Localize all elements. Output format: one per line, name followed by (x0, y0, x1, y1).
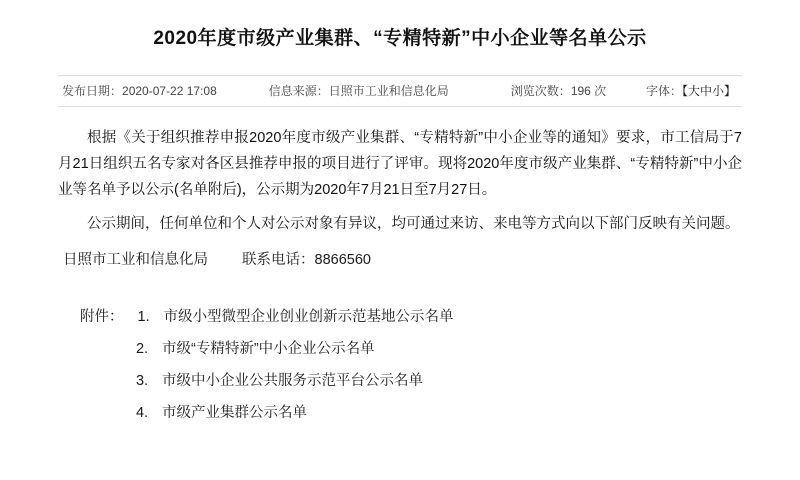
page-title: 2020年度市级产业集群、“专精特新”中小企业等名单公示 (153, 28, 647, 49)
publish-date (62, 82, 217, 99)
paragraph-1: 根据《关于组织推荐申报2020年度市级产业集群、“专精特新”中小企业等的通知》要求，市工信局于7月21日组织五名专家对各区县推荐申报的项目进行了评审。现将2020年度市级产业集群、“专精特新”中小企业等名单予以公示(名单附后)，公示期为2020年7月21日至7月27日。 (58, 129, 742, 198)
view-count-value: 196 次 (570, 84, 607, 99)
list-item (58, 365, 742, 397)
attachment-link[interactable]: 市级产业集群公示名单 (162, 404, 307, 421)
attachment-link[interactable]: 市级中小企业公共服务示范平台公示名单 (162, 372, 423, 389)
attachment-label: 附件： (80, 308, 124, 325)
font-size-options[interactable]: 【大中小】 (681, 84, 736, 99)
contact-department: 日照市工业和信息化局 (63, 251, 208, 268)
attachment-number: 2. (136, 340, 149, 357)
attachment-link[interactable]: 市级“专精特新”中小企业公示名单 (162, 340, 375, 357)
source-label: 信息来源： (268, 84, 329, 99)
contact-phone-value: 8866560 (314, 251, 371, 268)
attachment-number: 3. (136, 372, 149, 389)
font-size-label: 字体： (645, 84, 682, 99)
publish-date-label: 发布日期： (62, 84, 123, 99)
contact-line (58, 247, 742, 273)
attachment-number: 1. (137, 308, 150, 325)
attachment-list (58, 333, 742, 429)
source (269, 82, 449, 99)
view-count-label: 浏览次数： (510, 84, 571, 99)
document-body (58, 125, 742, 237)
attachment-section (58, 301, 742, 429)
font-size-control[interactable] (646, 82, 736, 99)
attachment-link[interactable]: 市级小型微型企业创业创新示范基地公示名单 (163, 308, 454, 325)
paragraph-2: 公示期间，任何单位和个人对公示对象有异议，均可通过来访、来电等方式向以下部门反映有关问题。 (87, 215, 740, 232)
attachment-number: 4. (136, 404, 149, 421)
attachment-first-row (58, 301, 742, 333)
source-value: 日照市工业和信息化局 (328, 84, 449, 99)
list-item (58, 333, 742, 365)
view-count (511, 82, 606, 99)
list-item (58, 397, 742, 429)
contact-phone (242, 247, 371, 273)
contact-phone-label: 联系电话： (242, 251, 315, 268)
document-meta-bar (58, 75, 742, 107)
publish-date-value: 2020-07-22 17:08 (122, 84, 217, 99)
